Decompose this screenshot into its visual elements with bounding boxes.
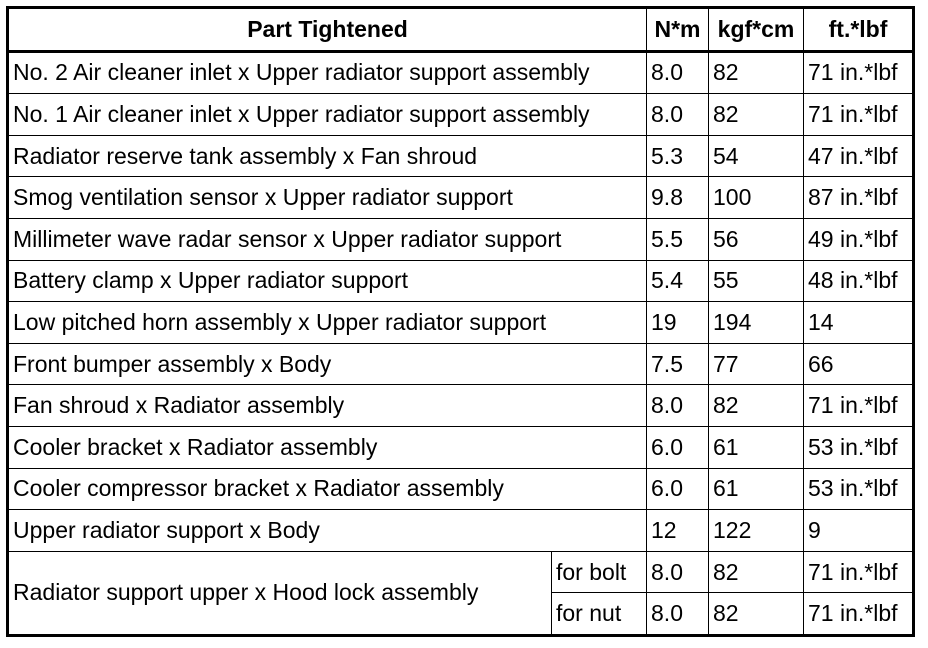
table-row — [8, 343, 914, 385]
nm-cell: 6.0 — [647, 468, 709, 510]
table-row — [8, 302, 914, 344]
ft-cell: 66 — [804, 343, 914, 385]
part-cell: Millimeter wave radar sensor x Upper radiator support — [8, 218, 647, 260]
table-row — [8, 510, 914, 552]
nm-cell: 8.0 — [647, 51, 709, 94]
kgf-cell: 82 — [709, 94, 804, 136]
table-row — [8, 177, 914, 219]
header-nm: N*m — [647, 8, 709, 52]
ft-cell: 71 in.*lbf — [804, 51, 914, 94]
ft-cell: 49 in.*lbf — [804, 218, 914, 260]
sub-label-cell: for bolt — [552, 551, 647, 593]
kgf-cell: 55 — [709, 260, 804, 302]
table-row — [8, 468, 914, 510]
kgf-cell: 61 — [709, 426, 804, 468]
header-kgf-cm: kgf*cm — [709, 8, 804, 52]
table-row — [8, 94, 914, 136]
nm-cell: 5.3 — [647, 135, 709, 177]
table-row — [8, 135, 914, 177]
table-row — [8, 260, 914, 302]
part-cell: Cooler compressor bracket x Radiator assembly — [8, 468, 647, 510]
ft-cell: 71 in.*lbf — [804, 94, 914, 136]
nm-cell: 8.0 — [647, 385, 709, 427]
ft-cell: 71 in.*lbf — [804, 593, 914, 636]
part-cell: Upper radiator support x Body — [8, 510, 647, 552]
part-cell: Radiator reserve tank assembly x Fan shroud — [8, 135, 647, 177]
table-row — [8, 218, 914, 260]
ft-cell: 71 in.*lbf — [804, 551, 914, 593]
ft-cell: 71 in.*lbf — [804, 385, 914, 427]
table-row — [8, 51, 914, 94]
nm-cell: 5.5 — [647, 218, 709, 260]
part-cell: No. 1 Air cleaner inlet x Upper radiator support assembly — [8, 94, 647, 136]
nm-cell: 7.5 — [647, 343, 709, 385]
kgf-cell: 194 — [709, 302, 804, 344]
part-cell: Battery clamp x Upper radiator support — [8, 260, 647, 302]
nm-cell: 19 — [647, 302, 709, 344]
kgf-cell: 77 — [709, 343, 804, 385]
ft-cell: 47 in.*lbf — [804, 135, 914, 177]
kgf-cell: 100 — [709, 177, 804, 219]
table-row — [8, 426, 914, 468]
nm-cell: 9.8 — [647, 177, 709, 219]
kgf-cell: 82 — [709, 385, 804, 427]
nm-cell: 12 — [647, 510, 709, 552]
nm-cell: 5.4 — [647, 260, 709, 302]
header-part-tightened: Part Tightened — [8, 8, 647, 52]
nm-cell: 8.0 — [647, 593, 709, 636]
split-row-bolt — [8, 551, 914, 593]
header-row — [8, 8, 914, 52]
kgf-cell: 82 — [709, 551, 804, 593]
ft-cell: 53 in.*lbf — [804, 426, 914, 468]
kgf-cell: 61 — [709, 468, 804, 510]
part-cell: Front bumper assembly x Body — [8, 343, 647, 385]
table-body — [8, 51, 914, 635]
ft-cell: 9 — [804, 510, 914, 552]
kgf-cell: 122 — [709, 510, 804, 552]
kgf-cell: 82 — [709, 51, 804, 94]
ft-cell: 87 in.*lbf — [804, 177, 914, 219]
ft-cell: 14 — [804, 302, 914, 344]
nm-cell: 6.0 — [647, 426, 709, 468]
nm-cell: 8.0 — [647, 551, 709, 593]
part-cell: Cooler bracket x Radiator assembly — [8, 426, 647, 468]
sub-label-cell: for nut — [552, 593, 647, 636]
kgf-cell: 56 — [709, 218, 804, 260]
part-cell: No. 2 Air cleaner inlet x Upper radiator support assembly — [8, 51, 647, 94]
ft-cell: 48 in.*lbf — [804, 260, 914, 302]
split-part-cell: Radiator support upper x Hood lock assembly — [8, 551, 552, 635]
kgf-cell: 54 — [709, 135, 804, 177]
kgf-cell: 82 — [709, 593, 804, 636]
torque-specification-table — [6, 6, 915, 637]
header-ft-lbf: ft.*lbf — [804, 8, 914, 52]
part-cell: Fan shroud x Radiator assembly — [8, 385, 647, 427]
part-cell: Smog ventilation sensor x Upper radiator support — [8, 177, 647, 219]
ft-cell: 53 in.*lbf — [804, 468, 914, 510]
nm-cell: 8.0 — [647, 94, 709, 136]
table-row — [8, 385, 914, 427]
part-cell: Low pitched horn assembly x Upper radiator support — [8, 302, 647, 344]
